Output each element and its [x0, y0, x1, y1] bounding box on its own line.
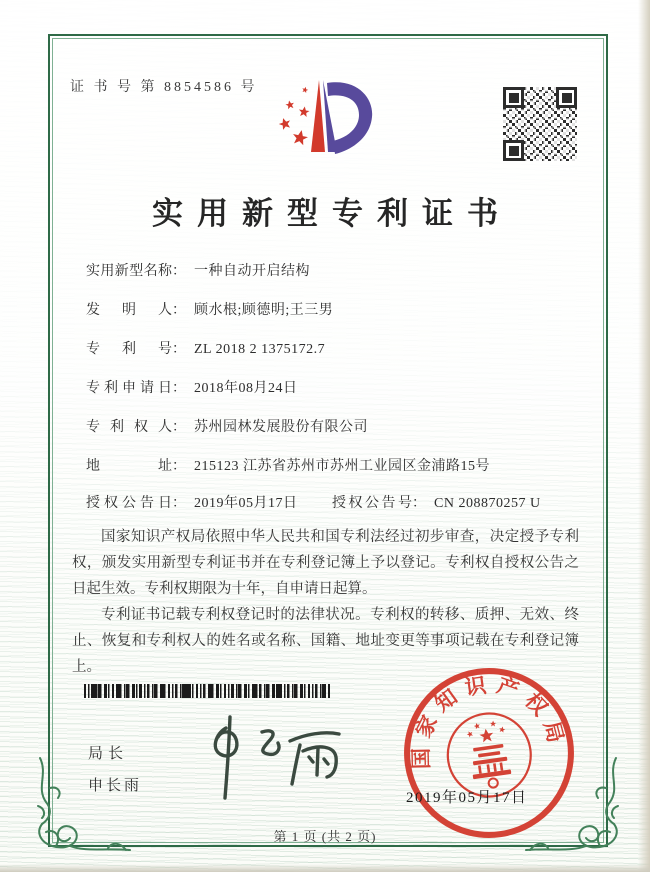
field-grant-number — [332, 492, 541, 512]
field-colon: ： — [172, 381, 186, 396]
field-colon: ： — [172, 303, 186, 318]
official-seal-icon — [388, 652, 589, 853]
director-signature-icon — [196, 704, 346, 812]
field-label: 发明人 — [86, 303, 172, 318]
field-filing-date — [86, 377, 298, 397]
field-colon: ： — [172, 342, 186, 357]
certificate-body-paragraph-1: 国家知识产权局依照中华人民共和国专利法经过初步审查，决定授予专利权，颁发实用新型专利证书并在专利登记簿上予以登记。专利权自授权公告之日起生效。专利权期限为十年，自申请日起算。 — [72, 529, 579, 597]
certificate-number: 证 书 号 第 8854586 号 — [70, 80, 258, 95]
scan-edge-bottom — [0, 864, 650, 872]
cnipa-logo-icon — [256, 68, 394, 180]
field-colon: ： — [412, 496, 426, 511]
field-value: ZL 2018 2 1375172.7 — [194, 342, 326, 357]
qr-code-icon — [503, 87, 577, 161]
field-colon: ： — [172, 459, 186, 474]
field-label: 专利权人 — [86, 420, 172, 435]
field-colon: ： — [172, 264, 186, 279]
scan-edge-right — [638, 0, 650, 872]
page-number: 第 1 页 (共 2 页) — [273, 829, 377, 844]
qr-finder-icon — [503, 87, 524, 108]
field-inventor — [86, 299, 333, 319]
field-grant-date — [86, 492, 298, 512]
certificate-body — [72, 524, 579, 680]
field-label: 专利号 — [86, 342, 172, 357]
field-value: 苏州园林发展股份有限公司 — [194, 420, 368, 435]
barcode — [84, 684, 330, 698]
qr-finder-icon — [556, 87, 577, 108]
field-value: 2019年05月17日 — [194, 496, 298, 511]
field-colon: ： — [172, 496, 186, 511]
field-label: 地址 — [86, 459, 172, 474]
flourish-corner-left-icon — [26, 754, 136, 864]
field-address — [86, 455, 490, 475]
field-patentee — [86, 416, 368, 436]
field-utility-model-name — [86, 260, 310, 280]
field-label: 授权公告号 — [332, 496, 412, 511]
field-colon: ： — [172, 420, 186, 435]
field-value: 215123 江苏省苏州市苏州工业园区金浦路15号 — [194, 459, 490, 474]
certificate-title: 实用新型专利证书 — [152, 196, 512, 231]
field-value: 顾水根;顾德明;王三男 — [194, 303, 334, 318]
field-patent-number — [86, 338, 325, 358]
field-label: 专利申请日 — [86, 381, 172, 396]
field-value: CN 208870257 U — [434, 496, 541, 511]
seal-text: 国家知识产权局 — [409, 672, 570, 770]
field-label: 授权公告日 — [86, 496, 172, 511]
field-label: 实用新型名称 — [86, 264, 172, 279]
director-name: 申长雨 — [88, 778, 143, 794]
director-title: 局长 — [88, 746, 129, 762]
field-value: 一种自动开启结构 — [194, 264, 310, 279]
certificate-body-paragraph-2: 专利证书记载专利权登记时的法律状况。专利权的转移、质押、无效、终止、恢复和专利权人的姓名或名称、国籍、地址变更等事项记载在专利登记簿上。 — [72, 607, 579, 675]
field-value: 2018年08月24日 — [194, 381, 298, 396]
seal-date: 2019年05月17日 — [406, 790, 528, 806]
qr-finder-icon — [503, 140, 524, 161]
